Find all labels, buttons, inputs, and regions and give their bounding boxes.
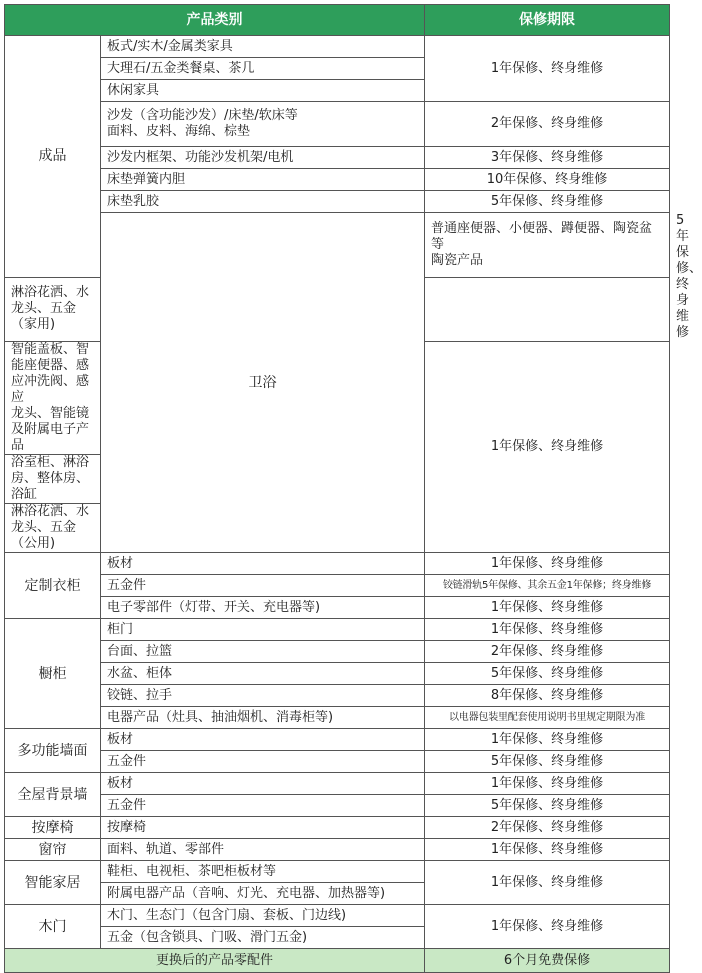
table-row: [5, 619, 670, 641]
category-cabinet: 橱柜: [5, 619, 101, 729]
category-smarthome: 智能家居: [5, 861, 101, 905]
footer-period: 6个月免费保修: [425, 949, 670, 973]
item-cell: 板材: [101, 773, 425, 795]
item-cell: 五金件: [101, 575, 425, 597]
table-row: [5, 861, 670, 883]
table-row: 卫浴 普通座便器、小便器、蹲便器、陶瓷盆等 陶瓷产品 5年保修、终身维修: [5, 213, 670, 278]
period-cell: 5年保修、终身维修: [425, 663, 670, 685]
warranty-table-wrapper: [4, 4, 702, 973]
category-multiwall: 多功能墙面: [5, 729, 101, 773]
period-cell: 1年保修、终身维修: [425, 597, 670, 619]
category-curtain: 窗帘: [5, 839, 101, 861]
category-wardrobe: 定制衣柜: [5, 553, 101, 619]
table-row: [5, 817, 670, 839]
item-cell: 台面、拉篮: [101, 641, 425, 663]
item-cell: 五金件: [101, 751, 425, 773]
table-row: [5, 597, 670, 619]
period-cell: 1年保修、终身维修: [425, 553, 670, 575]
table-row: [5, 707, 670, 729]
item-cell: 淋浴花洒、水龙头、五金（公用): [5, 504, 101, 553]
period-cell: 2年保修、终身维修: [425, 641, 670, 663]
item-cell: 电器产品（灶具、抽油烟机、消毒柜等): [101, 707, 425, 729]
period-cell: 以电器包装里配套使用说明书里规定期限为准: [425, 707, 670, 729]
item-cell: 按摩椅: [101, 817, 425, 839]
period-cell: 2年保修、终身维修: [425, 102, 670, 147]
table-row: [5, 147, 670, 169]
table-row: [5, 169, 670, 191]
header-row: [5, 5, 670, 36]
period-cell: 3年保修、终身维修: [425, 147, 670, 169]
period-cell: 1年保修、终身维修: [425, 773, 670, 795]
item-cell: 板式/实木/金属类家具: [101, 36, 425, 58]
item-cell: 鞋柜、电视柜、茶吧柜板材等: [101, 861, 425, 883]
table-row: [5, 795, 670, 817]
period-cell: 1年保修、终身维修: [425, 729, 670, 751]
item-cell: 沙发内框架、功能沙发机架/电机: [101, 147, 425, 169]
item-cell: 普通座便器、小便器、蹲便器、陶瓷盆等 陶瓷产品: [425, 213, 670, 278]
table-row: [5, 839, 670, 861]
item-cell: 木门、生态门（包含门扇、套板、门边线): [101, 905, 425, 927]
item-cell: 板材: [101, 553, 425, 575]
item-cell: 水盆、柜体: [101, 663, 425, 685]
item-cell: 床垫乳胶: [101, 191, 425, 213]
period-cell: 5年保修、终身维修: [425, 191, 670, 213]
table-row: [5, 773, 670, 795]
category-bgwall: 全屋背景墙: [5, 773, 101, 817]
item-cell: 五金（包含锁具、门吸、滑门五金): [101, 927, 425, 949]
period-cell: 1年保修、终身维修: [425, 905, 670, 949]
footer-row: [5, 949, 670, 973]
warranty-table: [4, 4, 702, 973]
header-category: 产品类别: [5, 5, 425, 36]
item-cell: 板材: [101, 729, 425, 751]
item-cell: 淋浴花洒、水龙头、五金（家用): [5, 277, 101, 342]
table-row: [5, 191, 670, 213]
table-row: [5, 751, 670, 773]
table-row: [5, 905, 670, 927]
table-row: [5, 575, 670, 597]
period-cell: 10年保修、终身维修: [425, 169, 670, 191]
period-cell: 1年保修、终身维修: [425, 619, 670, 641]
item-cell: 浴室柜、淋浴房、整体房、浴缸: [5, 455, 101, 504]
table-row: [5, 553, 670, 575]
category-door: 木门: [5, 905, 101, 949]
period-cell: 1年保修、终身维修: [425, 342, 670, 553]
period-cell: 5年保修、终身维修: [425, 795, 670, 817]
footer-label: 更换后的产品零配件: [5, 949, 425, 973]
header-period: 保修期限: [425, 5, 670, 36]
item-cell: 智能盖板、智能座便器、感应冲洗阀、感应 龙头、智能镜及附属电子产品: [5, 342, 101, 455]
table-row: [5, 663, 670, 685]
period-cell: 2年保修、终身维修: [425, 817, 670, 839]
period-cell: 1年保修、终身维修: [425, 861, 670, 905]
item-cell: 电子零部件（灯带、开关、充电器等): [101, 597, 425, 619]
period-cell: 5年保修、终身维修: [425, 751, 670, 773]
table-row: [5, 729, 670, 751]
category-bathroom: 卫浴: [101, 213, 425, 553]
item-cell: 休闲家具: [101, 80, 425, 102]
period-cell: 铰链滑轨5年保修、其余五金1年保修；终身维修: [425, 575, 670, 597]
item-cell: 沙发（含功能沙发）/床垫/软床等 面料、皮料、海绵、棕垫: [101, 102, 425, 147]
item-cell: 五金件: [101, 795, 425, 817]
table-row: [5, 102, 670, 147]
period-cell: 1年保修、终身维修: [425, 839, 670, 861]
table-row: [5, 641, 670, 663]
item-cell: 附属电器产品（音响、灯光、充电器、加热器等): [101, 883, 425, 905]
category-massage: 按摩椅: [5, 817, 101, 839]
item-cell: 大理石/五金类餐桌、茶几: [101, 58, 425, 80]
item-cell: 铰链、拉手: [101, 685, 425, 707]
table-row: [5, 36, 670, 58]
period-cell: 1年保修、终身维修: [425, 36, 670, 102]
item-cell: 床垫弹簧内胆: [101, 169, 425, 191]
item-cell: 柜门: [101, 619, 425, 641]
period-cell: 8年保修、终身维修: [425, 685, 670, 707]
item-cell: 面料、轨道、零部件: [101, 839, 425, 861]
category-finished: 成品: [5, 36, 101, 278]
table-row: [5, 685, 670, 707]
